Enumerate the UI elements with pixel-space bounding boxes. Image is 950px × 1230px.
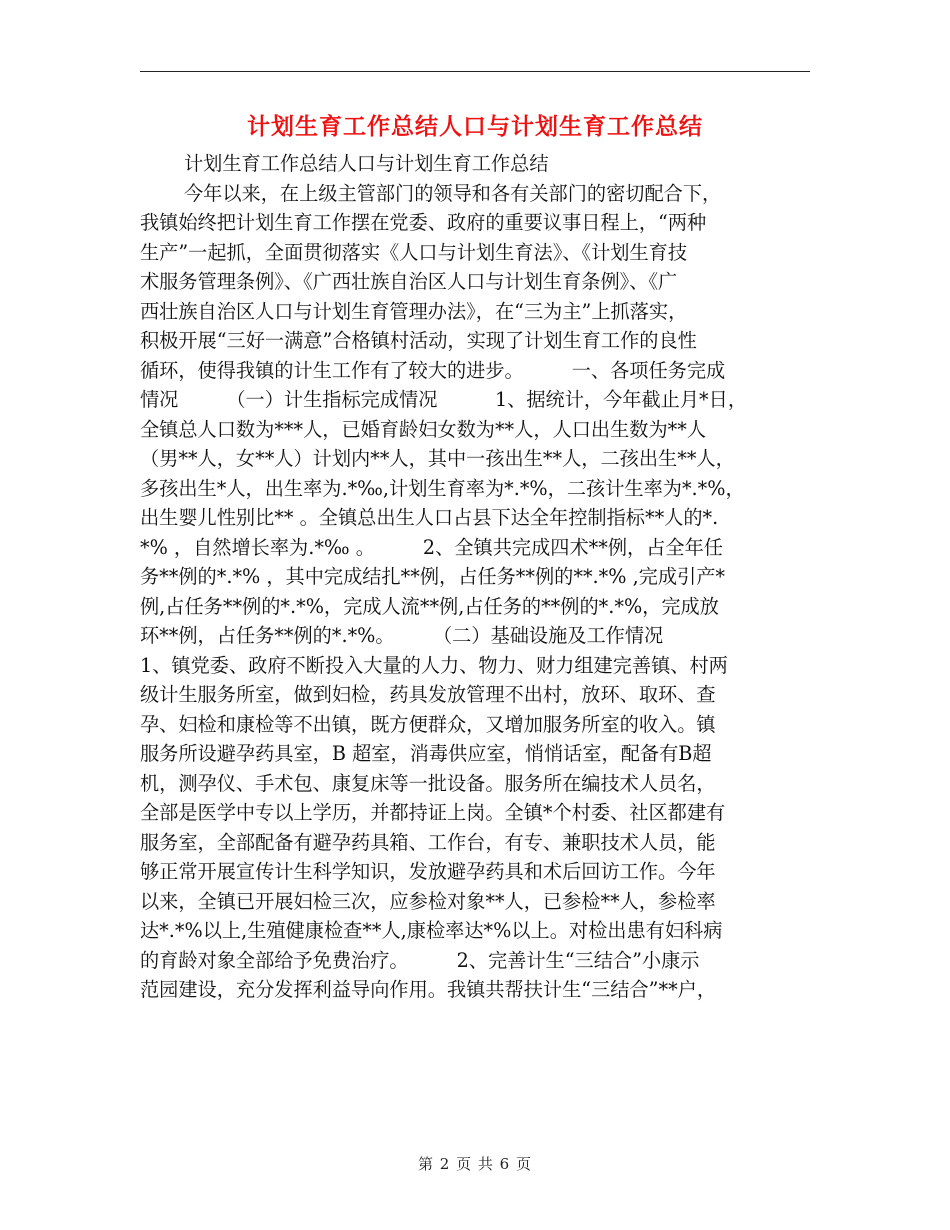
body-line: 服务所设避孕药具室，B 超室，消毒供应室，悄悄话室，配备有B超	[140, 742, 712, 765]
body-line: 以来，全镇已开展妇检三次，应参检对象**人，已参检**人，参检率	[140, 889, 716, 913]
body-line: 生产”一起抓，全面贯彻落实《人口与计划生育法》、《计划生育技	[140, 240, 688, 264]
body-line: 环**例，占任务**例的*.*%。 （二）基础设施及工作情况	[140, 624, 664, 647]
document-title: 计划生育工作总结人口与计划生育工作总结	[247, 114, 703, 140]
body-line: 积极开展“三好一满意”合格镇村活动，实现了计划生育工作的良性	[140, 329, 697, 352]
body-line: 务**例的*.*% ，其中完成结扎**例，占任务**例的**.*% ,完成引产*	[140, 565, 726, 588]
header-rule	[140, 71, 810, 72]
body-line: 循环，使得我镇的计生工作有了较大的进步。 一、各项任务完成	[140, 358, 726, 382]
body-line: 孕、妇检和康检等不出镇，既方便群众，又增加服务所室的收入。镇	[140, 712, 716, 736]
body-line: 级计生服务所室，做到妇检，药具发放管理不出村，放环、取环、查	[140, 683, 716, 706]
body-line: 的育龄对象全部给予免费治疗。 2、完善计生“三结合”小康示	[140, 948, 700, 972]
body-line: 出生婴儿性别比** 。全镇总出生人口占县下达全年控制指标**人的*.	[140, 506, 719, 529]
body-line: （男**人，女**人）计划内**人，其中一孩出生**人，二孩出生**人，	[140, 447, 735, 470]
body-line: 情况 （一）计生指标完成情况 1、据统计，今年截止月*日，	[140, 388, 748, 411]
body-line: 例,占任务**例的*.*%，完成人流**例,占任务的**例的*.*%，完成放	[140, 594, 719, 618]
body-line: 范园建设，充分发挥利益导向作用。我镇共帮扶计生“三结合”**户，	[140, 978, 717, 1001]
body-line: 1、镇党委、政府不断投入大量的人力、物力、财力组建完善镇、村两	[140, 653, 728, 677]
body-line: 我镇始终把计划生育工作摆在党委、政府的重要议事日程上，“两种	[140, 211, 707, 234]
body-line: 西壮族自治区人口与计划生育管理办法》，在“三为主”上抓落实，	[140, 299, 688, 323]
body-line: 今年以来，在上级主管部门的领导和各有关部门的密切配合下，	[184, 181, 722, 205]
body-line: 够正常开展宣传计生科学知识，发放避孕药具和术后回访工作。今年	[140, 860, 716, 883]
body-line: 多孩出生*人，出生率为.*‰,计划生育率为*.*%，二孩计生率为*.*%，	[140, 476, 745, 500]
document-body	[140, 149, 806, 1005]
body-line: 达*.*%以上,生殖健康检查**人,康检率达*%以上。对检出患有妇科病	[140, 919, 723, 942]
page-footer: 第 2 页 共 6 页	[418, 1155, 532, 1173]
body-line: 机，测孕仪、手术包、康复床等一批设备。服务所在编技术人员名，	[140, 771, 716, 795]
body-line: 全部是医学中专以上学历，并都持证上岗。全镇*个村委、社区都建有	[140, 801, 726, 824]
body-line: 术服务管理条例》、《广西壮族自治区人口与计划生育条例》、《广	[140, 270, 678, 293]
body-line: 服务室，全部配备有避孕药具箱、工作台，有专、兼职技术人员，能	[140, 830, 716, 854]
body-line: 计划生育工作总结人口与计划生育工作总结	[184, 152, 549, 175]
body-line: *% ，自然增长率为.*‰ 。 2、全镇共完成四术**例，占全年任	[140, 535, 723, 559]
body-line: 全镇总人口数为***人，已婚育龄妇女数为**人，人口出生数为**人	[140, 417, 707, 441]
